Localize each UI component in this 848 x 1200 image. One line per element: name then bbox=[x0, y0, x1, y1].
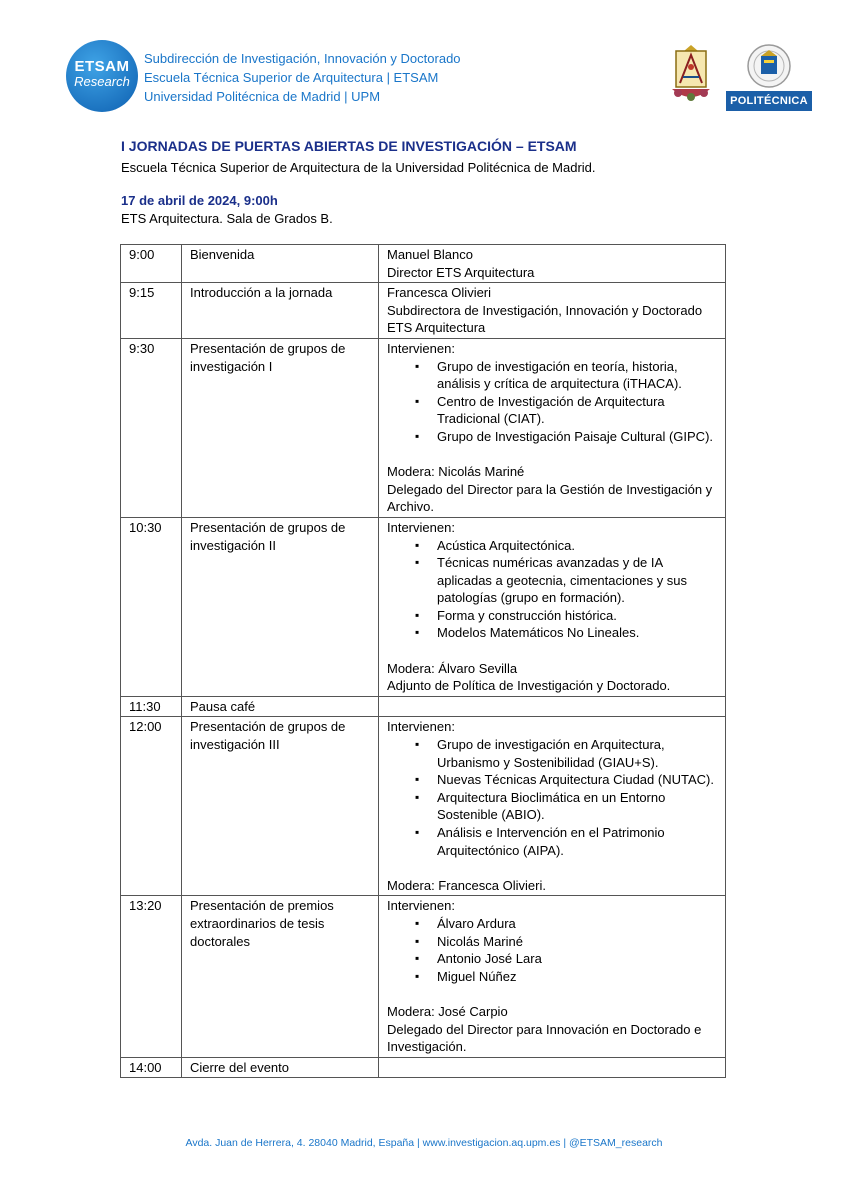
program-detail bbox=[379, 517, 726, 696]
detail-line: Director ETS Arquitectura bbox=[387, 264, 535, 280]
header-line: Subdirección de Investigación, Innovación y Doctorado bbox=[144, 51, 461, 66]
moderator-line: Adjunto de Política de Investigación y Doctorado. bbox=[387, 678, 671, 694]
event-title: I JORNADAS DE PUERTAS ABIERTAS DE INVESTIGACIÓN – ETSAM bbox=[121, 138, 577, 154]
speaker-list bbox=[387, 537, 717, 643]
program-time: 10:30 bbox=[121, 517, 182, 696]
detail-line: Francesca Olivieri bbox=[387, 285, 492, 301]
speakers-intro: Intervienen: bbox=[387, 898, 455, 914]
program-row bbox=[121, 338, 726, 517]
list-item: ▪ Grupo de investigación en teoría, historia, análisis y crítica de arquitectura (iTHACA). bbox=[415, 358, 717, 393]
program-session: Bienvenida bbox=[182, 245, 379, 283]
moderator-line: Modera: José Carpio bbox=[387, 1003, 508, 1019]
program-detail bbox=[379, 696, 726, 717]
speaker-list bbox=[387, 736, 717, 859]
header-line: Universidad Politécnica de Madrid | UPM bbox=[144, 89, 381, 104]
program-session: Presentación de grupos de investigación I bbox=[182, 338, 379, 517]
page-header bbox=[66, 40, 808, 114]
list-item: ▪ Grupo de Investigación Paisaje Cultural (GIPC). bbox=[415, 428, 717, 446]
moderator-line: Modera: Francesca Olivieri. bbox=[387, 877, 546, 893]
list-item: ▪ Acústica Arquitectónica. bbox=[415, 537, 717, 555]
program-detail bbox=[379, 1057, 726, 1078]
program-detail bbox=[379, 338, 726, 517]
list-item: ▪ Técnicas numéricas avanzadas y de IA aplicadas a geotecnia, cimentaciones y sus patologías (grupo en formación). bbox=[415, 554, 717, 607]
moderator-line: Delegado del Director para Innovación en Doctorado e Investigación. bbox=[387, 1021, 702, 1055]
list-item: ▪ Nicolás Mariné bbox=[415, 933, 717, 951]
program-time: 9:00 bbox=[121, 245, 182, 283]
upm-seal-icon bbox=[726, 43, 812, 91]
event-subtitle: Escuela Técnica Superior de Arquitectura de la Universidad Politécnica de Madrid. bbox=[121, 160, 596, 175]
moderator-line: Delegado del Director para la Gestión de Investigación y Archivo. bbox=[387, 481, 713, 515]
program-time: 11:30 bbox=[121, 696, 182, 717]
program-session: Presentación de grupos de investigación III bbox=[182, 717, 379, 896]
list-item: ▪ Análisis e Intervención en el Patrimonio Arquitectónico (AIPA). bbox=[415, 824, 717, 859]
program-time: 13:20 bbox=[121, 896, 182, 1057]
list-item: ▪ Antonio José Lara bbox=[415, 950, 717, 968]
list-item: ▪ Nuevas Técnicas Arquitectura Ciudad (NUTAC). bbox=[415, 771, 717, 789]
program-row bbox=[121, 896, 726, 1057]
list-item: ▪ Miguel Núñez bbox=[415, 968, 717, 986]
program-row bbox=[121, 696, 726, 717]
program-row bbox=[121, 245, 726, 283]
etsam-research-logo bbox=[66, 40, 138, 112]
event-date: 17 de abril de 2024, 9:00h bbox=[121, 193, 278, 208]
program-time: 9:30 bbox=[121, 338, 182, 517]
logo-text-sub: Research bbox=[74, 74, 130, 89]
moderator-line: Modera: Nicolás Mariné bbox=[387, 464, 525, 480]
program-session: Presentación de premios extraordinarios de tesis doctorales bbox=[182, 896, 379, 1057]
program-time: 9:15 bbox=[121, 283, 182, 339]
speaker-list bbox=[387, 358, 717, 446]
list-item: ▪ Álvaro Ardura bbox=[415, 915, 717, 933]
detail-line: Subdirectora de Investigación, Innovación y Doctorado bbox=[387, 302, 703, 318]
program-session: Pausa café bbox=[182, 696, 379, 717]
list-item: ▪ Modelos Matemáticos No Lineales. bbox=[415, 624, 717, 642]
program-row bbox=[121, 283, 726, 339]
program-row bbox=[121, 1057, 726, 1078]
header-line: Escuela Técnica Superior de Arquitectura | ETSAM bbox=[144, 70, 439, 85]
program-detail bbox=[379, 283, 726, 339]
program-table bbox=[120, 244, 726, 1078]
upm-label: POLITÉCNICA bbox=[726, 91, 812, 111]
detail-line: Manuel Blanco bbox=[387, 247, 473, 262]
page-footer: Avda. Juan de Herrera, 4. 28040 Madrid, España | www.investigacion.aq.upm.es | @ETSAM_research bbox=[185, 1137, 663, 1149]
program-row bbox=[121, 717, 726, 896]
program-detail bbox=[379, 245, 726, 283]
program-time: 14:00 bbox=[121, 1057, 182, 1078]
program-time: 12:00 bbox=[121, 717, 182, 896]
logo-text-main: ETSAM bbox=[74, 58, 130, 75]
program-session: Introducción a la jornada bbox=[182, 283, 379, 339]
moderator-line: Modera: Álvaro Sevilla bbox=[387, 660, 518, 676]
speaker-list bbox=[387, 915, 717, 985]
upm-logo bbox=[726, 43, 812, 113]
header-institution-lines bbox=[144, 49, 461, 106]
list-item: ▪ Arquitectura Bioclimática en un Entorno Sostenible (ABIO). bbox=[415, 789, 717, 824]
program-session: Presentación de grupos de investigación II bbox=[182, 517, 379, 696]
list-item: ▪ Centro de Investigación de Arquitectura Tradicional (CIAT). bbox=[415, 393, 717, 428]
speakers-intro: Intervienen: bbox=[387, 340, 455, 356]
event-venue: ETS Arquitectura. Sala de Grados B. bbox=[121, 211, 333, 226]
speakers-intro: Intervienen: bbox=[387, 719, 455, 735]
etsam-crest-icon bbox=[668, 43, 714, 105]
detail-line: ETS Arquitectura bbox=[387, 320, 486, 336]
program-session: Cierre del evento bbox=[182, 1057, 379, 1078]
program-detail bbox=[379, 717, 726, 896]
program-detail bbox=[379, 896, 726, 1057]
list-item: ▪ Grupo de investigación en Arquitectura, Urbanismo y Sostenibilidad (GIAU+S). bbox=[415, 736, 717, 771]
speakers-intro: Intervienen: bbox=[387, 519, 455, 535]
program-row bbox=[121, 517, 726, 696]
list-item: ▪ Forma y construcción histórica. bbox=[415, 607, 717, 625]
